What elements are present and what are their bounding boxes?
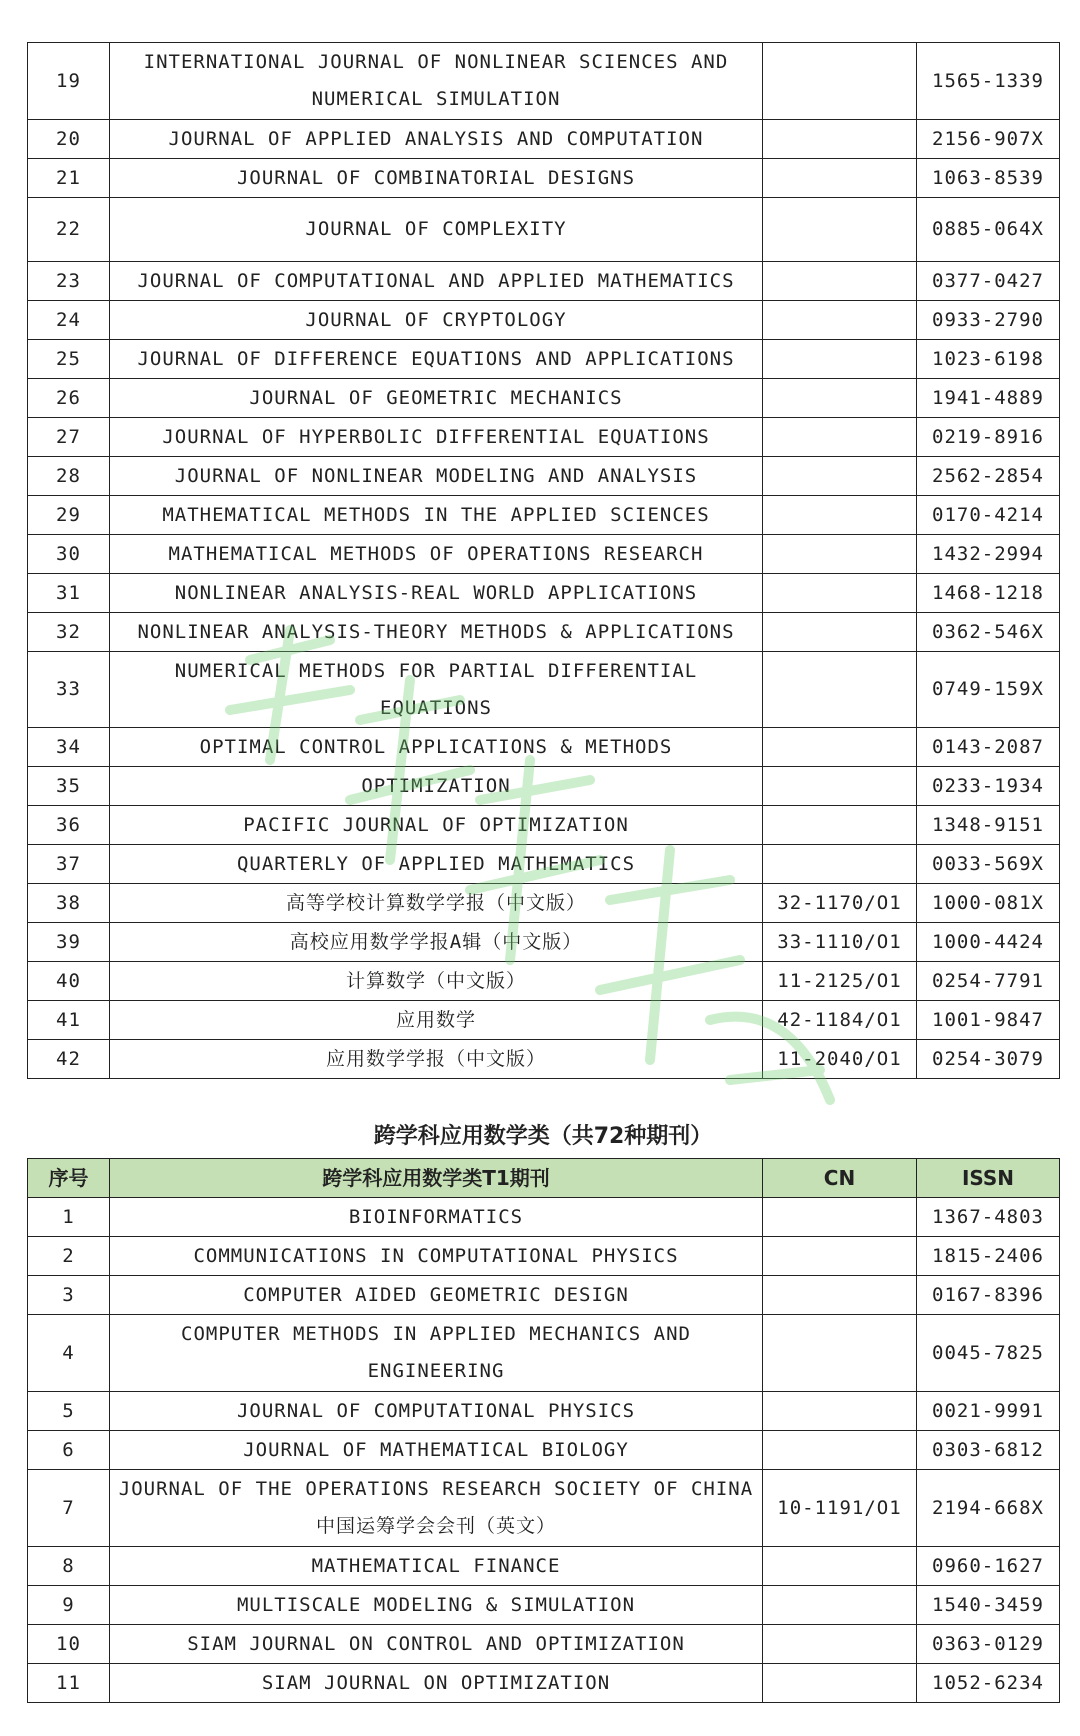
table-row [28, 379, 1060, 418]
journal-name: PACIFIC JOURNAL OF OPTIMIZATION [110, 806, 763, 845]
journal-issn: 1000-4424 [917, 923, 1060, 962]
journal-issn: 1000-081X [917, 884, 1060, 923]
journal-cn [763, 1276, 917, 1315]
journal-name: 高校应用数学学报A辑（中文版） [110, 923, 763, 962]
journal-issn: 0254-3079 [917, 1040, 1060, 1079]
journal-cn [763, 418, 917, 457]
journal-table-continued [27, 42, 1060, 1079]
journal-cn: 32-1170/O1 [763, 884, 917, 923]
journal-issn: 0362-546X [917, 613, 1060, 652]
journal-issn: 0033-569X [917, 845, 1060, 884]
journal-cn [763, 1431, 917, 1470]
journal-issn: 0143-2087 [917, 728, 1060, 767]
table-row [28, 418, 1060, 457]
journal-name: JOURNAL OF COMPLEXITY [110, 198, 763, 262]
table-row [28, 923, 1060, 962]
journal-name: INTERNATIONAL JOURNAL OF NONLINEAR SCIENCES AND NUMERICAL SIMULATION [110, 43, 763, 120]
row-number: 41 [28, 1001, 110, 1040]
journal-name: SIAM JOURNAL ON OPTIMIZATION [110, 1664, 763, 1703]
journal-cn: 11-2125/O1 [763, 962, 917, 1001]
journal-name: COMMUNICATIONS IN COMPUTATIONAL PHYSICS [110, 1237, 763, 1276]
journal-issn: 1941-4889 [917, 379, 1060, 418]
journal-issn: 2194-668X [917, 1470, 1060, 1547]
row-number: 32 [28, 613, 110, 652]
journal-name: COMPUTER METHODS IN APPLIED MECHANICS AND ENGINEERING [110, 1315, 763, 1392]
journal-cn [763, 1237, 917, 1276]
journal-issn: 0749-159X [917, 652, 1060, 728]
table-row [28, 535, 1060, 574]
journal-name: 应用数学 [110, 1001, 763, 1040]
journal-name: JOURNAL OF APPLIED ANALYSIS AND COMPUTATION [110, 120, 763, 159]
table-row [28, 1392, 1060, 1431]
journal-cn [763, 806, 917, 845]
interdisciplinary-journal-table [27, 1158, 1060, 1703]
journal-cn: 11-2040/O1 [763, 1040, 917, 1079]
header-cn: CN [763, 1159, 917, 1198]
table-row [28, 1237, 1060, 1276]
table-row [28, 806, 1060, 845]
table-row [28, 496, 1060, 535]
journal-name: MATHEMATICAL METHODS OF OPERATIONS RESEARCH [110, 535, 763, 574]
journal-issn: 1468-1218 [917, 574, 1060, 613]
table-row [28, 1625, 1060, 1664]
journal-issn: 1023-6198 [917, 340, 1060, 379]
journal-cn [763, 301, 917, 340]
row-number: 35 [28, 767, 110, 806]
table-row [28, 1586, 1060, 1625]
journal-name: MATHEMATICAL METHODS IN THE APPLIED SCIENCES [110, 496, 763, 535]
table-row [28, 845, 1060, 884]
table-row [28, 301, 1060, 340]
journal-cn [763, 535, 917, 574]
row-number: 7 [28, 1470, 110, 1547]
row-number: 11 [28, 1664, 110, 1703]
journal-issn: 0885-064X [917, 198, 1060, 262]
journal-name: NONLINEAR ANALYSIS-REAL WORLD APPLICATIONS [110, 574, 763, 613]
row-number: 3 [28, 1276, 110, 1315]
journal-name: JOURNAL OF THE OPERATIONS RESEARCH SOCIETY OF CHINA 中国运筹学会会刊（英文） [110, 1470, 763, 1547]
table-row [28, 1547, 1060, 1586]
journal-name: JOURNAL OF DIFFERENCE EQUATIONS AND APPLICATIONS [110, 340, 763, 379]
journal-name: JOURNAL OF MATHEMATICAL BIOLOGY [110, 1431, 763, 1470]
journal-issn: 0167-8396 [917, 1276, 1060, 1315]
table-row [28, 1276, 1060, 1315]
journal-issn: 1540-3459 [917, 1586, 1060, 1625]
row-number: 42 [28, 1040, 110, 1079]
table-row [28, 1040, 1060, 1079]
journal-cn [763, 1392, 917, 1431]
table-row [28, 262, 1060, 301]
journal-name: 高等学校计算数学学报（中文版） [110, 884, 763, 923]
table-row [28, 962, 1060, 1001]
journal-name: JOURNAL OF COMPUTATIONAL AND APPLIED MATHEMATICS [110, 262, 763, 301]
journal-cn [763, 340, 917, 379]
journal-issn: 1565-1339 [917, 43, 1060, 120]
journal-name: BIOINFORMATICS [110, 1198, 763, 1237]
journal-issn: 1432-2994 [917, 535, 1060, 574]
row-number: 6 [28, 1431, 110, 1470]
journal-issn: 0219-8916 [917, 418, 1060, 457]
row-number: 20 [28, 120, 110, 159]
row-number: 31 [28, 574, 110, 613]
journal-cn [763, 613, 917, 652]
journal-cn [763, 457, 917, 496]
journal-issn: 0021-9991 [917, 1392, 1060, 1431]
journal-issn: 0170-4214 [917, 496, 1060, 535]
row-number: 26 [28, 379, 110, 418]
journal-name: JOURNAL OF HYPERBOLIC DIFFERENTIAL EQUATIONS [110, 418, 763, 457]
journal-issn: 1001-9847 [917, 1001, 1060, 1040]
row-number: 19 [28, 43, 110, 120]
journal-name: JOURNAL OF COMPUTATIONAL PHYSICS [110, 1392, 763, 1431]
journal-name: OPTIMAL CONTROL APPLICATIONS & METHODS [110, 728, 763, 767]
journal-issn: 0233-1934 [917, 767, 1060, 806]
row-number: 28 [28, 457, 110, 496]
row-number: 33 [28, 652, 110, 728]
row-number: 23 [28, 262, 110, 301]
journal-name: MATHEMATICAL FINANCE [110, 1547, 763, 1586]
row-number: 25 [28, 340, 110, 379]
header-no: 序号 [28, 1159, 110, 1198]
table-row [28, 1431, 1060, 1470]
journal-cn [763, 1586, 917, 1625]
journal-issn: 0303-6812 [917, 1431, 1060, 1470]
table-row [28, 574, 1060, 613]
journal-name: JOURNAL OF GEOMETRIC MECHANICS [110, 379, 763, 418]
journal-issn: 0254-7791 [917, 962, 1060, 1001]
table-row [28, 652, 1060, 728]
journal-issn: 0363-0129 [917, 1625, 1060, 1664]
table-row [28, 1198, 1060, 1237]
table-row [28, 159, 1060, 198]
journal-cn [763, 728, 917, 767]
journal-issn: 0377-0427 [917, 262, 1060, 301]
journal-name: 应用数学学报（中文版） [110, 1040, 763, 1079]
header-name: 跨学科应用数学类T1期刊 [110, 1159, 763, 1198]
row-number: 27 [28, 418, 110, 457]
journal-issn: 1367-4803 [917, 1198, 1060, 1237]
journal-cn [763, 159, 917, 198]
row-number: 22 [28, 198, 110, 262]
journal-name: JOURNAL OF COMBINATORIAL DESIGNS [110, 159, 763, 198]
journal-cn: 10-1191/O1 [763, 1470, 917, 1547]
journal-cn [763, 574, 917, 613]
row-number: 38 [28, 884, 110, 923]
journal-cn [763, 496, 917, 535]
journal-table-body [28, 43, 1060, 1079]
journal-cn: 33-1110/O1 [763, 923, 917, 962]
row-number: 34 [28, 728, 110, 767]
row-number: 10 [28, 1625, 110, 1664]
journal-cn [763, 1664, 917, 1703]
journal-issn: 2156-907X [917, 120, 1060, 159]
table-row [28, 1664, 1060, 1703]
journal-cn [763, 1547, 917, 1586]
table-row [28, 120, 1060, 159]
row-number: 8 [28, 1547, 110, 1586]
row-number: 2 [28, 1237, 110, 1276]
table-row [28, 43, 1060, 120]
table-row [28, 728, 1060, 767]
journal-cn [763, 767, 917, 806]
journal-cn [763, 652, 917, 728]
journal-cn [763, 198, 917, 262]
row-number: 1 [28, 1198, 110, 1237]
journal-cn [763, 1315, 917, 1392]
row-number: 36 [28, 806, 110, 845]
journal-issn: 1348-9151 [917, 806, 1060, 845]
table-row [28, 340, 1060, 379]
row-number: 4 [28, 1315, 110, 1392]
journal-name: JOURNAL OF CRYPTOLOGY [110, 301, 763, 340]
row-number: 5 [28, 1392, 110, 1431]
journal-cn [763, 120, 917, 159]
table-row [28, 1315, 1060, 1392]
row-number: 30 [28, 535, 110, 574]
table-row [28, 767, 1060, 806]
journal-name: SIAM JOURNAL ON CONTROL AND OPTIMIZATION [110, 1625, 763, 1664]
journal-name: JOURNAL OF NONLINEAR MODELING AND ANALYSIS [110, 457, 763, 496]
journal-cn [763, 379, 917, 418]
row-number: 24 [28, 301, 110, 340]
journal-cn [763, 1198, 917, 1237]
table-row [28, 884, 1060, 923]
header-issn: ISSN [917, 1159, 1060, 1198]
journal-name: NUMERICAL METHODS FOR PARTIAL DIFFERENTIAL EQUATIONS [110, 652, 763, 728]
journal-issn: 0960-1627 [917, 1547, 1060, 1586]
table-header-row [28, 1159, 1060, 1198]
journal-name: NONLINEAR ANALYSIS-THEORY METHODS & APPLICATIONS [110, 613, 763, 652]
journal-name: OPTIMIZATION [110, 767, 763, 806]
journal-table-body [28, 1198, 1060, 1703]
journal-cn [763, 845, 917, 884]
row-number: 21 [28, 159, 110, 198]
table-row [28, 613, 1060, 652]
journal-issn: 1063-8539 [917, 159, 1060, 198]
journal-name: MULTISCALE MODELING & SIMULATION [110, 1586, 763, 1625]
journal-issn: 1815-2406 [917, 1237, 1060, 1276]
journal-name: QUARTERLY OF APPLIED MATHEMATICS [110, 845, 763, 884]
journal-issn: 0933-2790 [917, 301, 1060, 340]
table-row [28, 1470, 1060, 1547]
journal-cn [763, 43, 917, 120]
row-number: 39 [28, 923, 110, 962]
journal-issn: 0045-7825 [917, 1315, 1060, 1392]
journal-name: 计算数学（中文版） [110, 962, 763, 1001]
section-title: 跨学科应用数学类（共72种期刊） [373, 1124, 713, 1149]
row-number: 37 [28, 845, 110, 884]
row-number: 40 [28, 962, 110, 1001]
journal-issn: 2562-2854 [917, 457, 1060, 496]
table-row [28, 457, 1060, 496]
row-number: 9 [28, 1586, 110, 1625]
journal-cn [763, 1625, 917, 1664]
journal-issn: 1052-6234 [917, 1664, 1060, 1703]
row-number: 29 [28, 496, 110, 535]
table-row [28, 1001, 1060, 1040]
journal-cn [763, 262, 917, 301]
table-row [28, 198, 1060, 262]
journal-cn: 42-1184/O1 [763, 1001, 917, 1040]
journal-name: COMPUTER AIDED GEOMETRIC DESIGN [110, 1276, 763, 1315]
